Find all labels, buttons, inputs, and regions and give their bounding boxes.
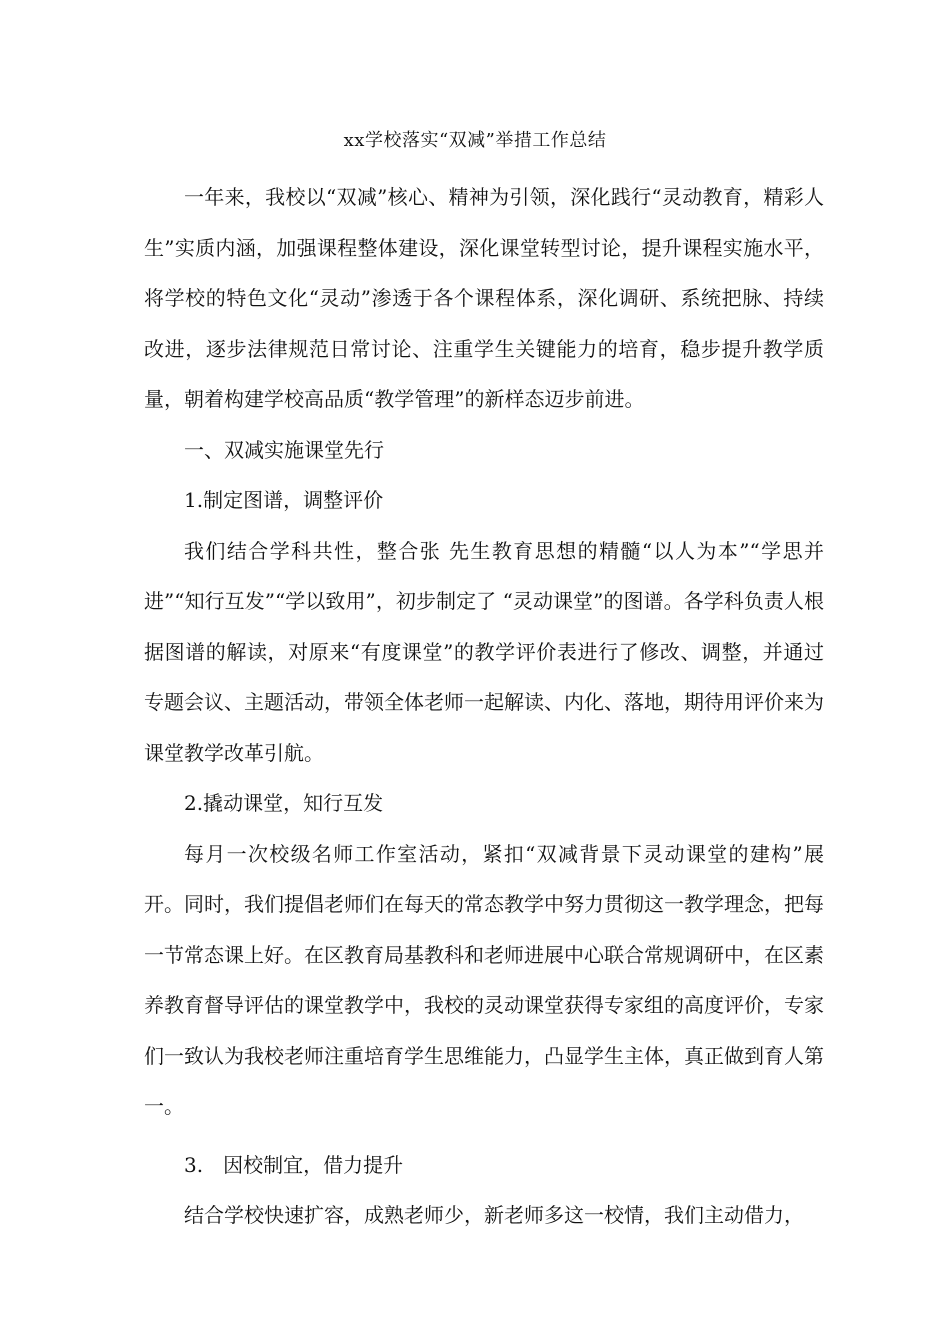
document-body: [144, 172, 824, 1241]
subsection-paragraph-2: 每月一次校级名师工作室活动，紧扣“双减背景下灵动课堂的建构”展开。同时，我们提倡老师们在每天的常态教学中努力贯彻这一教学理念，把每一节常态课上好。在区教育局基教科和老师进展中心联合常规调研中，在区素养教育督导评估的课堂教学中，我校的灵动课堂获得专家组的高度评价，专家们一致认为我校老师注重培育学生思维能力，凸显学生主体，真正做到育人第一。: [144, 841, 824, 1118]
document-title: xx学校落实“双减”举措工作总结: [343, 130, 607, 151]
subsection-heading-1: 1.制定图谱，调整评价: [184, 488, 384, 512]
intro-paragraph: 一年来，我校以“双减”核心、精神为引领，深化践行“灵动教育，精彩人生”实质内涵，加强课程整体建设，深化课堂转型讨论，提升课程实施水平，将学校的特色文化“灵动”渗透于各个课程体系，深化调研、系统把脉、持续改进，逐步法律规范日常讨论、注重学生关键能力的培育，稳步提升教学质量，朝着构建学校高品质“教学管理”的新样态迈步前进。: [144, 185, 824, 411]
subsection-heading-3: 3. 因校制宜，借力提升: [184, 1152, 404, 1177]
subsection-paragraph-1: 我们结合学科共性，整合张 先生教育思想的精髓“以人为本”“学思并进”“知行互发”“学以致用”，初步制定了 “灵动课堂”的图谱。各学科负责人根据图谱的解读，对原来“有度课堂”的教学评价表进行了修改、调整，并通过专题会议、主题活动，带领全体老师一起解读、内化、落地，期待用评价来为课堂教学改革引航。: [144, 538, 824, 765]
subsection-paragraph-3: 结合学校快速扩容，成熟老师少，新老师多这一校情，我们主动借力，: [184, 1203, 804, 1227]
section-heading-1: 一、双减实施课堂先行: [184, 437, 384, 462]
subsection-heading-2: 2.撬动课堂，知行互发: [184, 791, 384, 815]
